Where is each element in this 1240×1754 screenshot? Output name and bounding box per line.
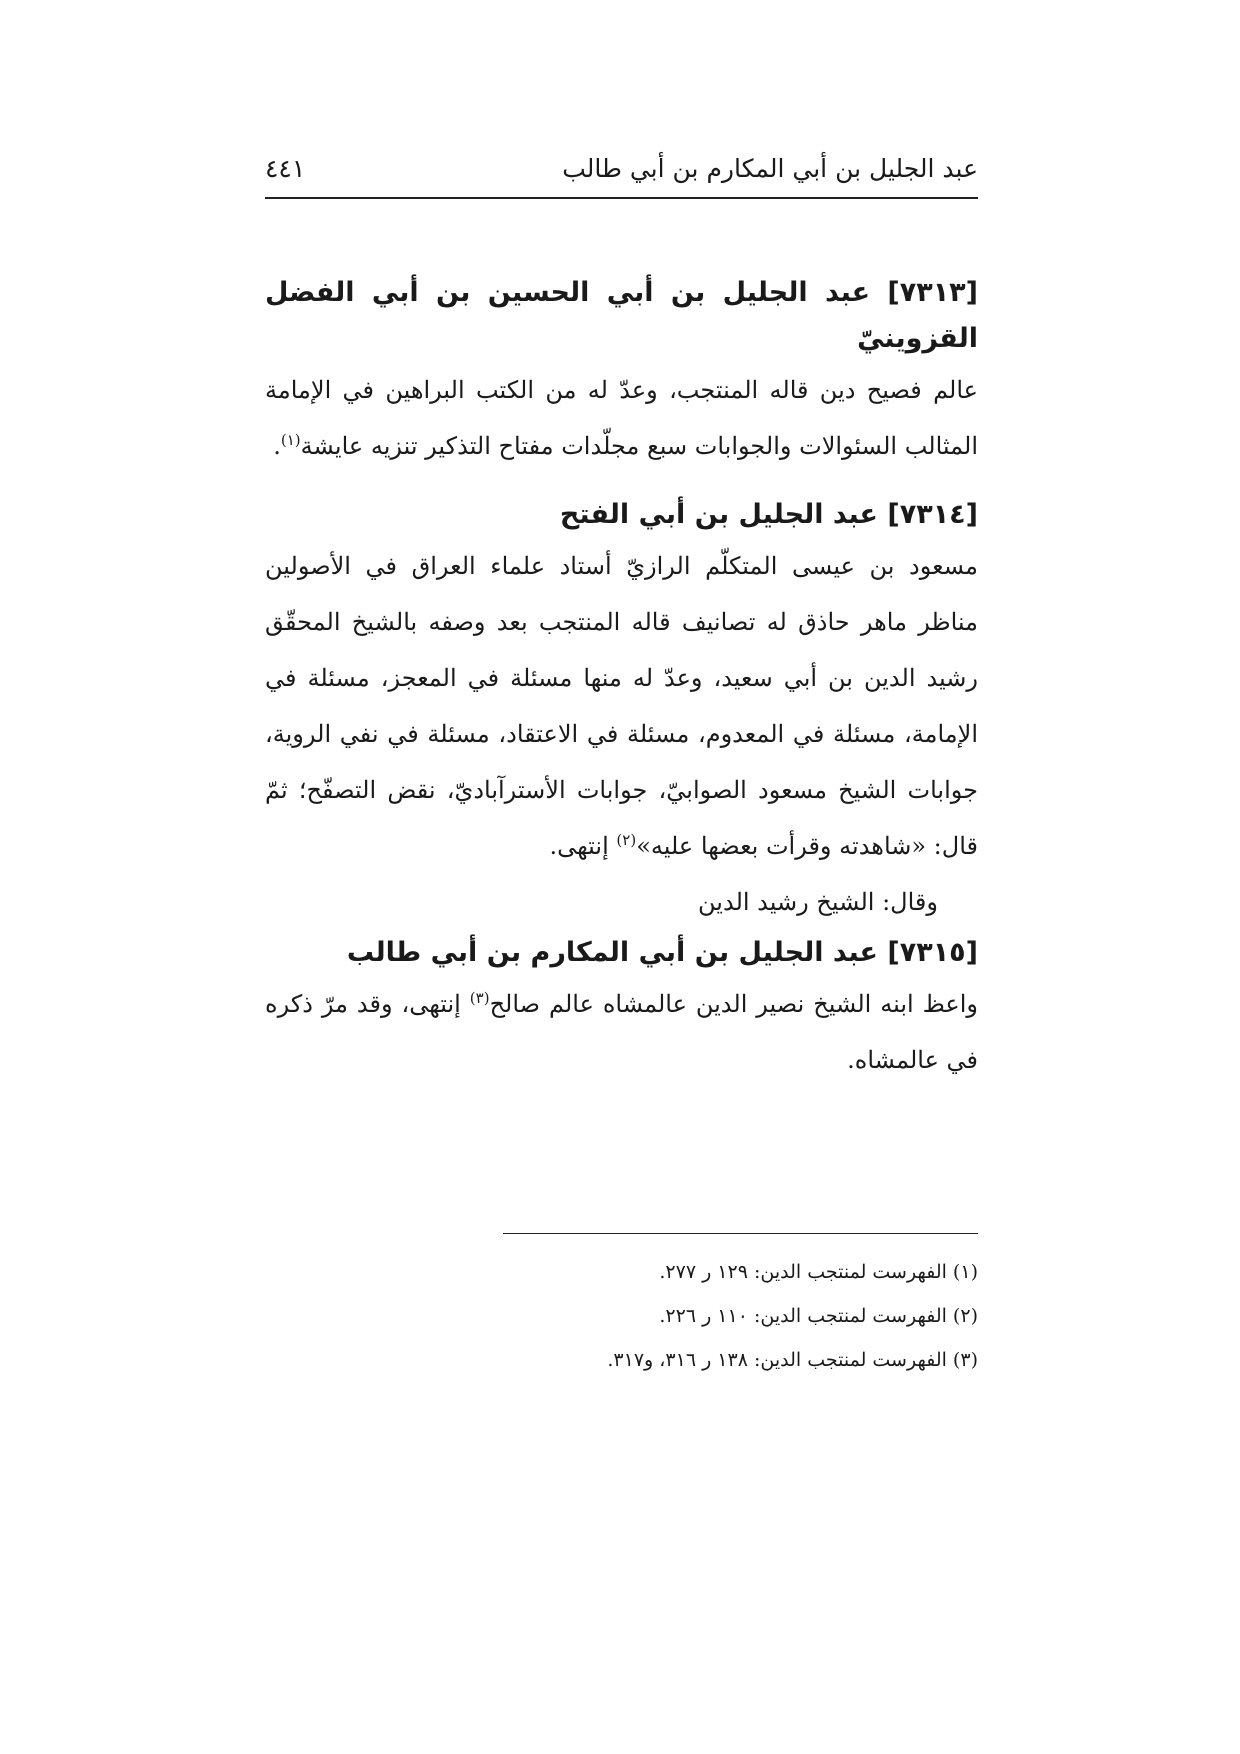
paragraph-tail: . [273, 432, 281, 460]
entry-title-7315: [٧٣١٥] عبد الجليل بن أبي المكارم بن أبي طالب [346, 937, 978, 968]
entry-title-7313: [٧٣١٣] عبد الجليل بن أبي الحسين بن أبي الفضل القزوينيّ [265, 277, 978, 354]
paragraph-text: عالم فصيح دين قاله المنتجب، وعدّ له من الكتب البراهين في الإمامة المثالب السئوالات والجوابات سبع مجلّدات مفتاح التذكير تنزيه عايشة [265, 376, 978, 460]
header-rule [265, 197, 978, 199]
paragraph-text: وقال: الشيخ رشيد الدين [698, 888, 938, 916]
footnote-ref-1[interactable]: (١) [280, 431, 301, 449]
footnote-ref-2[interactable]: (٢) [616, 831, 637, 849]
footnote-rule [503, 1233, 978, 1234]
footnote-ref-3[interactable]: (٣) [469, 989, 490, 1007]
main-text [265, 270, 978, 1088]
footnote-1: (١) الفهرست لمنتجب الدين: ١٢٩ ر ٢٧٧. [659, 1261, 978, 1283]
page-number: ٤٤١ [265, 154, 306, 183]
paragraph-text: مسعود بن عيسى المتكلّم الرازيّ أستاد علماء العراق في الأصولين مناظر ماهر حاذق له تصانيف قاله المنتجب بعد وصفه بالشيخ المحقّق رشيد الدين بن أبي سعيد، وعدّ له منها مسئلة في المعجز، مسئلة في الإمامة، مسئلة في المعدوم، مسئلة في الاعتقاد، مسئلة في نفي الروية، جوابات الشيخ مسعود الصوابيّ، جوابات الأسترآباديّ، نقض التصفّح؛ ثمّ قال: «شاهدته وقرأت بعضها عليه» [265, 552, 978, 860]
paragraph-text: واعظ ابنه الشيخ نصير الدين عالمشاه عالم صالح [489, 990, 978, 1018]
footnotes [265, 1250, 978, 1382]
running-header [265, 148, 978, 198]
running-title: عبد الجليل بن أبي المكارم بن أبي طالب [562, 154, 978, 183]
entry-title-7314: [٧٣١٤] عبد الجليل بن أبي الفتح [559, 499, 978, 530]
entry-7313-paragraph [265, 362, 978, 474]
entry-7314-note [265, 874, 978, 930]
entry-7314-paragraph [265, 538, 978, 874]
paragraph-tail: إنتهى. [549, 832, 617, 860]
entry-7315-paragraph [265, 976, 978, 1088]
footnote-2: (٢) الفهرست لمنتجب الدين: ١١٠ ر ٢٢٦. [659, 1305, 978, 1327]
footnote-3: (٣) الفهرست لمنتجب الدين: ١٣٨ ر ٣١٦، و٣١٧. [607, 1349, 978, 1371]
paragraph-tail: إنتهى، وقد مرّ ذكره في عالمشاه. [265, 990, 978, 1074]
